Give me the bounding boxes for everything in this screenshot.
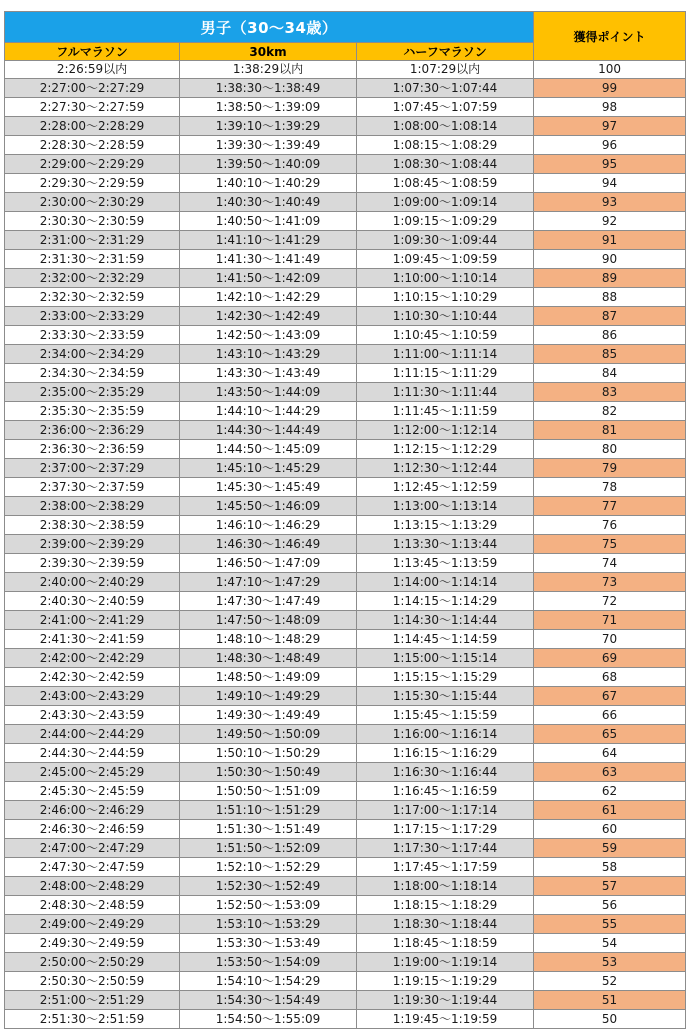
full-marathon-cell: 2:42:00〜2:42:29 (5, 649, 180, 668)
full-marathon-cell: 2:45:30〜2:45:59 (5, 782, 180, 801)
points-cell: 82 (534, 402, 686, 421)
half-marathon-cell: 1:18:45〜1:18:59 (357, 934, 534, 953)
points-cell: 66 (534, 706, 686, 725)
full-marathon-cell: 2:39:30〜2:39:59 (5, 554, 180, 573)
half-marathon-cell: 1:08:00〜1:08:14 (357, 117, 534, 136)
half-marathon-cell: 1:09:00〜1:09:14 (357, 193, 534, 212)
full-marathon-cell: 2:48:00〜2:48:29 (5, 877, 180, 896)
thirty-km-cell: 1:49:10〜1:49:29 (180, 687, 357, 706)
full-marathon-cell: 2:30:30〜2:30:59 (5, 212, 180, 231)
half-marathon-cell: 1:09:45〜1:09:59 (357, 250, 534, 269)
full-marathon-cell: 2:36:00〜2:36:29 (5, 421, 180, 440)
table-row (5, 421, 686, 440)
thirty-km-cell: 1:53:30〜1:53:49 (180, 934, 357, 953)
thirty-km-cell: 1:45:50〜1:46:09 (180, 497, 357, 516)
points-cell: 74 (534, 554, 686, 573)
thirty-km-cell: 1:44:50〜1:45:09 (180, 440, 357, 459)
table-row (5, 801, 686, 820)
points-cell: 67 (534, 687, 686, 706)
half-marathon-cell: 1:14:45〜1:14:59 (357, 630, 534, 649)
table-row (5, 725, 686, 744)
full-marathon-cell: 2:46:30〜2:46:59 (5, 820, 180, 839)
full-marathon-cell: 2:37:00〜2:37:29 (5, 459, 180, 478)
table-row (5, 61, 686, 79)
full-marathon-cell: 2:39:00〜2:39:29 (5, 535, 180, 554)
thirty-km-cell: 1:54:30〜1:54:49 (180, 991, 357, 1010)
half-marathon-cell: 1:13:45〜1:13:59 (357, 554, 534, 573)
half-marathon-cell: 1:11:30〜1:11:44 (357, 383, 534, 402)
table-body (5, 61, 686, 1029)
points-cell: 73 (534, 573, 686, 592)
full-marathon-cell: 2:33:30〜2:33:59 (5, 326, 180, 345)
points-cell: 54 (534, 934, 686, 953)
thirty-km-cell: 1:45:30〜1:45:49 (180, 478, 357, 497)
full-marathon-cell: 2:48:30〜2:48:59 (5, 896, 180, 915)
full-marathon-cell: 2:34:00〜2:34:29 (5, 345, 180, 364)
points-cell: 89 (534, 269, 686, 288)
points-cell: 87 (534, 307, 686, 326)
table-row (5, 117, 686, 136)
table-row (5, 231, 686, 250)
thirty-km-cell: 1:43:10〜1:43:29 (180, 345, 357, 364)
half-marathon-cell: 1:18:15〜1:18:29 (357, 896, 534, 915)
thirty-km-cell: 1:38:30〜1:38:49 (180, 79, 357, 98)
thirty-km-cell: 1:44:30〜1:44:49 (180, 421, 357, 440)
table-row (5, 478, 686, 497)
full-marathon-cell: 2:28:30〜2:28:59 (5, 136, 180, 155)
half-marathon-cell: 1:08:30〜1:08:44 (357, 155, 534, 174)
points-cell: 100 (534, 61, 686, 79)
thirty-km-cell: 1:43:30〜1:43:49 (180, 364, 357, 383)
full-marathon-cell: 2:35:30〜2:35:59 (5, 402, 180, 421)
points-cell: 83 (534, 383, 686, 402)
table-row (5, 706, 686, 725)
thirty-km-cell: 1:41:50〜1:42:09 (180, 269, 357, 288)
half-marathon-cell: 1:09:15〜1:09:29 (357, 212, 534, 231)
points-cell: 79 (534, 459, 686, 478)
points-cell: 77 (534, 497, 686, 516)
thirty-km-cell: 1:41:10〜1:41:29 (180, 231, 357, 250)
table-row (5, 193, 686, 212)
table-row (5, 269, 686, 288)
table-row (5, 1010, 686, 1029)
table-row (5, 79, 686, 98)
full-marathon-cell: 2:38:00〜2:38:29 (5, 497, 180, 516)
half-marathon-cell: 1:08:45〜1:08:59 (357, 174, 534, 193)
points-cell: 56 (534, 896, 686, 915)
thirty-km-cell: 1:51:10〜1:51:29 (180, 801, 357, 820)
thirty-km-cell: 1:46:10〜1:46:29 (180, 516, 357, 535)
full-marathon-cell: 2:36:30〜2:36:59 (5, 440, 180, 459)
full-marathon-cell: 2:34:30〜2:34:59 (5, 364, 180, 383)
thirty-km-cell: 1:48:30〜1:48:49 (180, 649, 357, 668)
half-marathon-cell: 1:17:45〜1:17:59 (357, 858, 534, 877)
full-marathon-cell: 2:31:00〜2:31:29 (5, 231, 180, 250)
table-row (5, 782, 686, 801)
full-marathon-cell: 2:49:30〜2:49:59 (5, 934, 180, 953)
half-marathon-cell: 1:12:00〜1:12:14 (357, 421, 534, 440)
thirty-km-cell: 1:39:30〜1:39:49 (180, 136, 357, 155)
points-cell: 88 (534, 288, 686, 307)
table-row (5, 364, 686, 383)
table-row (5, 573, 686, 592)
thirty-km-cell: 1:50:10〜1:50:29 (180, 744, 357, 763)
half-marathon-cell: 1:15:45〜1:15:59 (357, 706, 534, 725)
thirty-km-cell: 1:46:30〜1:46:49 (180, 535, 357, 554)
thirty-km-cell: 1:39:50〜1:40:09 (180, 155, 357, 174)
thirty-km-cell: 1:40:50〜1:41:09 (180, 212, 357, 231)
points-cell: 57 (534, 877, 686, 896)
half-marathon-cell: 1:19:45〜1:19:59 (357, 1010, 534, 1029)
full-marathon-cell: 2:27:00〜2:27:29 (5, 79, 180, 98)
thirty-km-cell: 1:46:50〜1:47:09 (180, 554, 357, 573)
full-marathon-cell: 2:35:00〜2:35:29 (5, 383, 180, 402)
thirty-km-cell: 1:47:30〜1:47:49 (180, 592, 357, 611)
table-row (5, 554, 686, 573)
thirty-km-cell: 1:52:10〜1:52:29 (180, 858, 357, 877)
table-row (5, 611, 686, 630)
table-row (5, 459, 686, 478)
points-cell: 90 (534, 250, 686, 269)
full-marathon-cell: 2:43:30〜2:43:59 (5, 706, 180, 725)
points-cell: 64 (534, 744, 686, 763)
half-marathon-cell: 1:14:15〜1:14:29 (357, 592, 534, 611)
points-cell: 63 (534, 763, 686, 782)
half-marathon-cell: 1:10:30〜1:10:44 (357, 307, 534, 326)
half-marathon-cell: 1:07:45〜1:07:59 (357, 98, 534, 117)
points-header: 獲得ポイント (534, 12, 686, 61)
half-marathon-cell: 1:11:00〜1:11:14 (357, 345, 534, 364)
thirty-km-cell: 1:51:30〜1:51:49 (180, 820, 357, 839)
table-row (5, 307, 686, 326)
table-row (5, 972, 686, 991)
full-marathon-cell: 2:47:00〜2:47:29 (5, 839, 180, 858)
half-marathon-cell: 1:08:15〜1:08:29 (357, 136, 534, 155)
thirty-km-cell: 1:51:50〜1:52:09 (180, 839, 357, 858)
table-row (5, 668, 686, 687)
thirty-km-cell: 1:42:10〜1:42:29 (180, 288, 357, 307)
thirty-km-cell: 1:41:30〜1:41:49 (180, 250, 357, 269)
points-cell: 70 (534, 630, 686, 649)
half-marathon-cell: 1:14:30〜1:14:44 (357, 611, 534, 630)
full-marathon-cell: 2:50:30〜2:50:59 (5, 972, 180, 991)
points-cell: 58 (534, 858, 686, 877)
table-row (5, 326, 686, 345)
points-cell: 55 (534, 915, 686, 934)
thirty-km-cell: 1:38:50〜1:39:09 (180, 98, 357, 117)
table-row (5, 592, 686, 611)
table-row (5, 136, 686, 155)
table-row (5, 535, 686, 554)
thirty-km-cell: 1:43:50〜1:44:09 (180, 383, 357, 402)
half-marathon-cell: 1:11:15〜1:11:29 (357, 364, 534, 383)
header-half-marathon: ハーフマラソン (357, 43, 534, 61)
table-row (5, 98, 686, 117)
thirty-km-cell: 1:49:30〜1:49:49 (180, 706, 357, 725)
thirty-km-cell: 1:53:10〜1:53:29 (180, 915, 357, 934)
points-cell: 50 (534, 1010, 686, 1029)
points-cell: 75 (534, 535, 686, 554)
full-marathon-cell: 2:41:30〜2:41:59 (5, 630, 180, 649)
full-marathon-cell: 2:33:00〜2:33:29 (5, 307, 180, 326)
half-marathon-cell: 1:12:30〜1:12:44 (357, 459, 534, 478)
thirty-km-cell: 1:54:10〜1:54:29 (180, 972, 357, 991)
full-marathon-cell: 2:31:30〜2:31:59 (5, 250, 180, 269)
half-marathon-cell: 1:12:45〜1:12:59 (357, 478, 534, 497)
table-row (5, 383, 686, 402)
points-cell: 97 (534, 117, 686, 136)
full-marathon-cell: 2:44:30〜2:44:59 (5, 744, 180, 763)
full-marathon-cell: 2:45:00〜2:45:29 (5, 763, 180, 782)
table-row (5, 345, 686, 364)
table-row (5, 497, 686, 516)
full-marathon-cell: 2:51:30〜2:51:59 (5, 1010, 180, 1029)
table-row (5, 915, 686, 934)
points-cell: 51 (534, 991, 686, 1010)
points-cell: 78 (534, 478, 686, 497)
thirty-km-cell: 1:50:50〜1:51:09 (180, 782, 357, 801)
points-cell: 76 (534, 516, 686, 535)
table-row (5, 288, 686, 307)
half-marathon-cell: 1:16:45〜1:16:59 (357, 782, 534, 801)
half-marathon-cell: 1:13:15〜1:13:29 (357, 516, 534, 535)
full-marathon-cell: 2:27:30〜2:27:59 (5, 98, 180, 117)
half-marathon-cell: 1:18:00〜1:18:14 (357, 877, 534, 896)
half-marathon-cell: 1:17:30〜1:17:44 (357, 839, 534, 858)
half-marathon-cell: 1:13:00〜1:13:14 (357, 497, 534, 516)
table-row (5, 934, 686, 953)
full-marathon-cell: 2:40:00〜2:40:29 (5, 573, 180, 592)
thirty-km-cell: 1:42:30〜1:42:49 (180, 307, 357, 326)
half-marathon-cell: 1:18:30〜1:18:44 (357, 915, 534, 934)
full-marathon-cell: 2:37:30〜2:37:59 (5, 478, 180, 497)
points-table-sheet (4, 11, 685, 1029)
thirty-km-cell: 1:49:50〜1:50:09 (180, 725, 357, 744)
points-table (4, 11, 686, 1029)
points-cell: 69 (534, 649, 686, 668)
table-row (5, 174, 686, 193)
half-marathon-cell: 1:17:00〜1:17:14 (357, 801, 534, 820)
thirty-km-cell: 1:47:50〜1:48:09 (180, 611, 357, 630)
thirty-km-cell: 1:54:50〜1:55:09 (180, 1010, 357, 1029)
half-marathon-cell: 1:15:15〜1:15:29 (357, 668, 534, 687)
full-marathon-cell: 2:41:00〜2:41:29 (5, 611, 180, 630)
points-cell: 59 (534, 839, 686, 858)
half-marathon-cell: 1:16:15〜1:16:29 (357, 744, 534, 763)
thirty-km-cell: 1:50:30〜1:50:49 (180, 763, 357, 782)
half-marathon-cell: 1:17:15〜1:17:29 (357, 820, 534, 839)
points-cell: 95 (534, 155, 686, 174)
points-cell: 60 (534, 820, 686, 839)
half-marathon-cell: 1:10:15〜1:10:29 (357, 288, 534, 307)
table-row (5, 953, 686, 972)
points-cell: 98 (534, 98, 686, 117)
table-row (5, 687, 686, 706)
points-cell: 62 (534, 782, 686, 801)
table-row (5, 991, 686, 1010)
points-cell: 99 (534, 79, 686, 98)
half-marathon-cell: 1:19:00〜1:19:14 (357, 953, 534, 972)
full-marathon-cell: 2:51:00〜2:51:29 (5, 991, 180, 1010)
table-row (5, 896, 686, 915)
thirty-km-cell: 1:39:10〜1:39:29 (180, 117, 357, 136)
points-cell: 80 (534, 440, 686, 459)
points-cell: 72 (534, 592, 686, 611)
points-cell: 96 (534, 136, 686, 155)
table-row (5, 763, 686, 782)
thirty-km-cell: 1:44:10〜1:44:29 (180, 402, 357, 421)
points-cell: 52 (534, 972, 686, 991)
half-marathon-cell: 1:19:15〜1:19:29 (357, 972, 534, 991)
points-cell: 91 (534, 231, 686, 250)
half-marathon-cell: 1:19:30〜1:19:44 (357, 991, 534, 1010)
table-title: 男子（30〜34歳） (5, 12, 534, 43)
full-marathon-cell: 2:42:30〜2:42:59 (5, 668, 180, 687)
half-marathon-cell: 1:07:30〜1:07:44 (357, 79, 534, 98)
table-row (5, 250, 686, 269)
full-marathon-cell: 2:49:00〜2:49:29 (5, 915, 180, 934)
thirty-km-cell: 1:40:30〜1:40:49 (180, 193, 357, 212)
points-cell: 61 (534, 801, 686, 820)
half-marathon-cell: 1:10:00〜1:10:14 (357, 269, 534, 288)
thirty-km-cell: 1:42:50〜1:43:09 (180, 326, 357, 345)
points-cell: 53 (534, 953, 686, 972)
table-row (5, 402, 686, 421)
full-marathon-cell: 2:26:59以内 (5, 61, 180, 79)
points-cell: 71 (534, 611, 686, 630)
full-marathon-cell: 2:47:30〜2:47:59 (5, 858, 180, 877)
table-row (5, 155, 686, 174)
half-marathon-cell: 1:09:30〜1:09:44 (357, 231, 534, 250)
half-marathon-cell: 1:07:29以内 (357, 61, 534, 79)
points-cell: 94 (534, 174, 686, 193)
points-cell: 65 (534, 725, 686, 744)
full-marathon-cell: 2:29:00〜2:29:29 (5, 155, 180, 174)
thirty-km-cell: 1:48:10〜1:48:29 (180, 630, 357, 649)
full-marathon-cell: 2:40:30〜2:40:59 (5, 592, 180, 611)
points-cell: 86 (534, 326, 686, 345)
thirty-km-cell: 1:52:30〜1:52:49 (180, 877, 357, 896)
half-marathon-cell: 1:15:30〜1:15:44 (357, 687, 534, 706)
thirty-km-cell: 1:45:10〜1:45:29 (180, 459, 357, 478)
full-marathon-cell: 2:29:30〜2:29:59 (5, 174, 180, 193)
thirty-km-cell: 1:48:50〜1:49:09 (180, 668, 357, 687)
half-marathon-cell: 1:13:30〜1:13:44 (357, 535, 534, 554)
table-row (5, 744, 686, 763)
thirty-km-cell: 1:40:10〜1:40:29 (180, 174, 357, 193)
full-marathon-cell: 2:46:00〜2:46:29 (5, 801, 180, 820)
thirty-km-cell: 1:38:29以内 (180, 61, 357, 79)
half-marathon-cell: 1:12:15〜1:12:29 (357, 440, 534, 459)
full-marathon-cell: 2:43:00〜2:43:29 (5, 687, 180, 706)
points-cell: 84 (534, 364, 686, 383)
points-cell: 85 (534, 345, 686, 364)
table-row (5, 212, 686, 231)
half-marathon-cell: 1:10:45〜1:10:59 (357, 326, 534, 345)
table-row (5, 858, 686, 877)
points-cell: 93 (534, 193, 686, 212)
table-row (5, 839, 686, 858)
header-full-marathon: フルマラソン (5, 43, 180, 61)
full-marathon-cell: 2:30:00〜2:30:29 (5, 193, 180, 212)
table-row (5, 649, 686, 668)
table-row (5, 440, 686, 459)
table-row (5, 877, 686, 896)
thirty-km-cell: 1:47:10〜1:47:29 (180, 573, 357, 592)
half-marathon-cell: 1:15:00〜1:15:14 (357, 649, 534, 668)
table-row (5, 516, 686, 535)
full-marathon-cell: 2:38:30〜2:38:59 (5, 516, 180, 535)
points-cell: 92 (534, 212, 686, 231)
table-row (5, 820, 686, 839)
full-marathon-cell: 2:50:00〜2:50:29 (5, 953, 180, 972)
half-marathon-cell: 1:16:30〜1:16:44 (357, 763, 534, 782)
full-marathon-cell: 2:28:00〜2:28:29 (5, 117, 180, 136)
thirty-km-cell: 1:52:50〜1:53:09 (180, 896, 357, 915)
points-cell: 81 (534, 421, 686, 440)
full-marathon-cell: 2:32:00〜2:32:29 (5, 269, 180, 288)
header-30km: 30km (180, 43, 357, 61)
table-row (5, 630, 686, 649)
thirty-km-cell: 1:53:50〜1:54:09 (180, 953, 357, 972)
full-marathon-cell: 2:44:00〜2:44:29 (5, 725, 180, 744)
points-cell: 68 (534, 668, 686, 687)
full-marathon-cell: 2:32:30〜2:32:59 (5, 288, 180, 307)
half-marathon-cell: 1:16:00〜1:16:14 (357, 725, 534, 744)
half-marathon-cell: 1:14:00〜1:14:14 (357, 573, 534, 592)
half-marathon-cell: 1:11:45〜1:11:59 (357, 402, 534, 421)
